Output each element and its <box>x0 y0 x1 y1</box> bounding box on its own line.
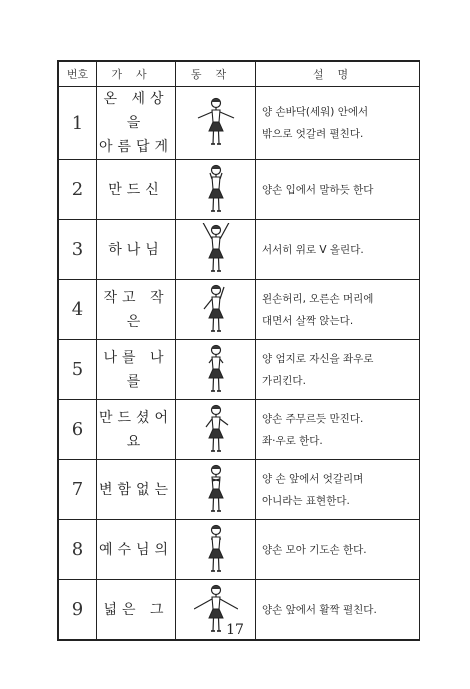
table-row <box>59 340 420 400</box>
girl-hands-at-mouth-icon <box>176 163 255 217</box>
description-line: 양 손 앞에서 엇갈리며 <box>262 472 364 485</box>
description-cell <box>256 220 420 280</box>
row-number: 4 <box>59 280 97 340</box>
row-number: 7 <box>59 460 97 520</box>
lyric-cell <box>97 460 176 520</box>
table-row <box>59 87 420 160</box>
description-line: 대면서 살짝 앉는다. <box>262 314 354 327</box>
description-cell <box>256 460 420 520</box>
row-number: 3 <box>59 220 97 280</box>
motion-cell <box>176 87 256 160</box>
girl-arms-crossed-icon <box>176 463 255 517</box>
motion-cell <box>176 160 256 220</box>
lyric-cell <box>97 400 176 460</box>
description-line: 양손 앞에서 활짝 펼친다. <box>262 603 377 616</box>
lyrics-motion-table <box>57 60 420 641</box>
description-cell <box>256 160 420 220</box>
row-number: 6 <box>59 400 97 460</box>
description-line: 아니라는 표현한다. <box>262 494 350 507</box>
lyric-cell <box>97 87 176 160</box>
girl-hand-on-head-icon <box>176 283 255 337</box>
table-row <box>59 520 420 580</box>
lyric-cell <box>97 280 176 340</box>
description-line: 양손 입에서 말하듯 한다 <box>262 183 374 196</box>
row-number: 9 <box>59 580 97 640</box>
lyric-line: 만드신 <box>108 181 164 198</box>
description-cell <box>256 87 420 160</box>
description-cell <box>256 520 420 580</box>
motion-cell <box>176 520 256 580</box>
lyric-cell <box>97 160 176 220</box>
description-line: 양 손바닥(세워) 안에서 <box>262 106 369 118</box>
girl-kneading-icon <box>176 403 255 457</box>
header-motion: 동작 <box>176 62 256 87</box>
row-number: 5 <box>59 340 97 400</box>
girl-arms-up-v-icon <box>176 223 255 277</box>
description-line: 양 엄지로 자신을 좌우로 <box>262 352 374 365</box>
table-row <box>59 460 420 520</box>
description-line: 가리킨다. <box>262 374 306 387</box>
lyric-line: 작고 작은 <box>103 289 169 330</box>
motion-cell <box>176 400 256 460</box>
lyric-line: 아름답게 <box>98 139 174 155</box>
row-number: 2 <box>59 160 97 220</box>
description-cell <box>256 280 420 340</box>
motion-cell <box>176 220 256 280</box>
table-row <box>59 280 420 340</box>
lyric-line: 나를 나를 <box>103 349 169 390</box>
description-line: 서서히 위로 V 올린다. <box>262 243 364 256</box>
page-number: 17 <box>226 622 244 638</box>
description-line: 왼손허리, 오른손 머리에 <box>262 292 374 305</box>
description-line: 밖으로 엇갈려 펼친다. <box>262 128 364 140</box>
girl-arms-out-icon <box>176 96 255 150</box>
header-explanation: 설명 <box>256 62 420 87</box>
girl-hands-on-chest-icon <box>176 343 255 397</box>
table-row <box>59 400 420 460</box>
lyric-line: 변함없는 <box>98 481 174 498</box>
girl-praying-icon <box>176 523 255 577</box>
lyric-line: 만드셨어요 <box>98 409 174 450</box>
lyric-cell <box>97 220 176 280</box>
table-row <box>59 220 420 280</box>
motion-cell <box>176 340 256 400</box>
row-number: 8 <box>59 520 97 580</box>
header-number: 번호 <box>59 62 97 87</box>
lyric-line: 넓은 그 <box>103 601 169 618</box>
lyric-line: 온 세상을 <box>103 91 169 131</box>
motion-cell <box>176 460 256 520</box>
lyric-cell <box>97 340 176 400</box>
motion-cell <box>176 280 256 340</box>
description-line: 양손 주무르듯 만진다. <box>262 412 364 425</box>
description-cell <box>256 340 420 400</box>
table-header-row <box>59 62 420 87</box>
description-line: 좌·우로 한다. <box>262 434 323 447</box>
description-line: 양손 모아 기도손 한다. <box>262 543 367 556</box>
lyric-line: 하나님 <box>108 241 164 258</box>
description-cell <box>256 400 420 460</box>
row-number: 1 <box>59 87 97 160</box>
table-row <box>59 160 420 220</box>
header-lyrics: 가사 <box>97 62 176 87</box>
lyric-line: 예수님의 <box>98 541 174 558</box>
lyric-cell <box>97 520 176 580</box>
